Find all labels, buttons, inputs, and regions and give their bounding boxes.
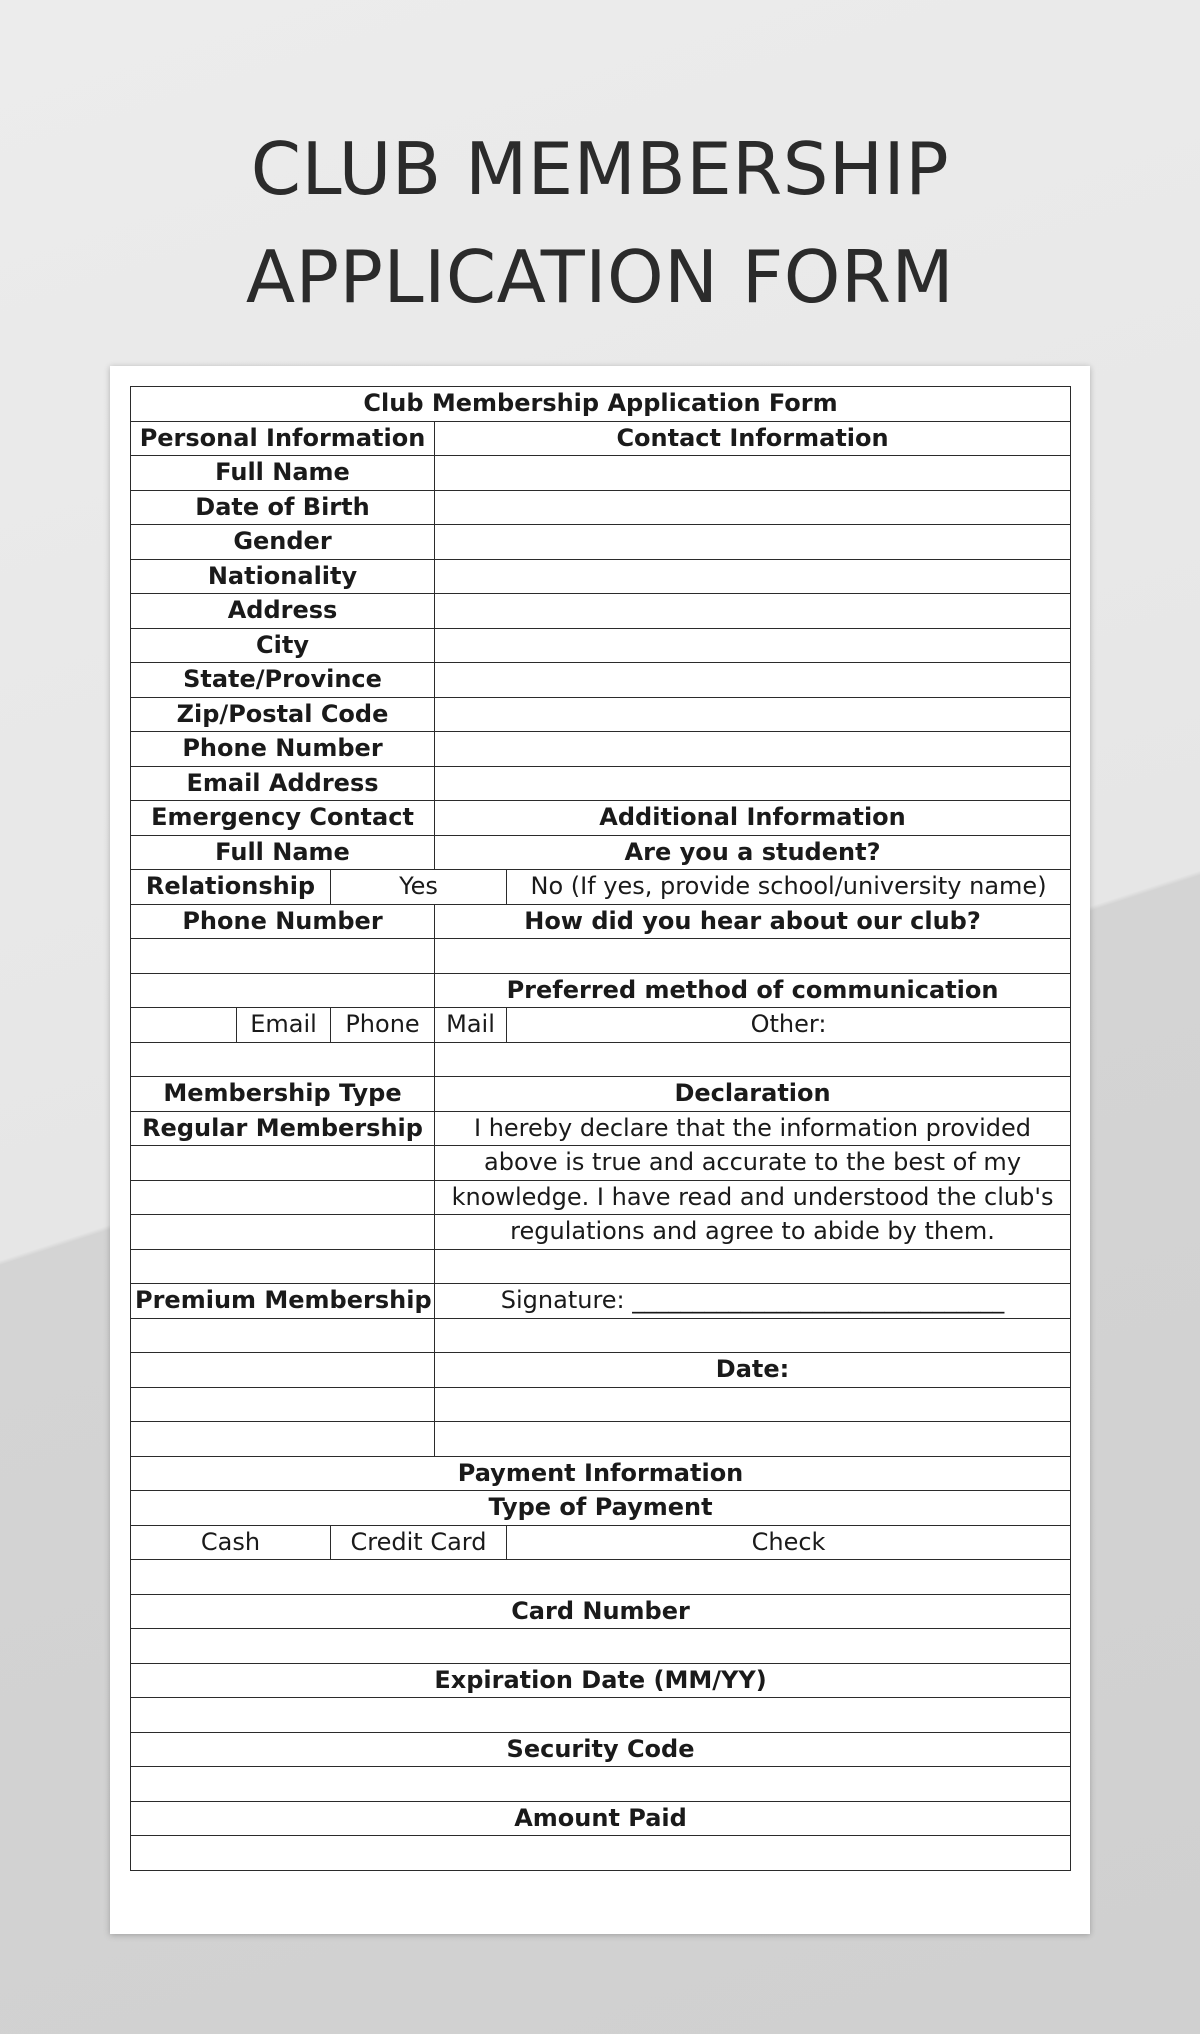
field-row: [131, 697, 1071, 732]
method-blank-cell[interactable]: [131, 1008, 237, 1043]
premium-membership-input-cell[interactable]: [131, 1387, 435, 1422]
field-label-nationality: Nationality: [131, 559, 435, 594]
hear-about-question: How did you hear about our club?: [435, 904, 1071, 939]
declaration-line-1: I hereby declare that the information provided: [435, 1111, 1071, 1146]
field-row: [131, 663, 1071, 698]
field-row: [131, 456, 1071, 491]
declaration-line-4: regulations and agree to abide by them.: [435, 1215, 1071, 1250]
page-title: [0, 115, 1200, 331]
form-title: Club Membership Application Form: [131, 387, 1071, 422]
blank-row: [131, 1387, 1071, 1422]
state-province-input-cell[interactable]: [435, 663, 1071, 698]
membership-type-header: Membership Type: [131, 1077, 435, 1112]
field-label-email-address: Email Address: [131, 766, 435, 801]
field-row: [131, 1215, 1071, 1250]
regular-membership-label: Regular Membership: [131, 1111, 435, 1146]
address-input-cell[interactable]: [435, 594, 1071, 629]
regular-membership-input-cell[interactable]: [131, 1180, 435, 1215]
date-of-birth-input-cell[interactable]: [435, 490, 1071, 525]
gender-input-cell[interactable]: [435, 525, 1071, 560]
amount-paid-input-cell[interactable]: [131, 1836, 1071, 1871]
payment-check-option[interactable]: Check: [507, 1525, 1071, 1560]
blank-row: [131, 1422, 1071, 1457]
blank-row: [131, 1698, 1071, 1733]
email-address-input-cell[interactable]: [435, 766, 1071, 801]
field-label-gender: Gender: [131, 525, 435, 560]
field-row: [131, 766, 1071, 801]
card-number-input-cell[interactable]: [131, 1629, 1071, 1664]
date-input-cell[interactable]: [435, 1387, 1071, 1422]
relationship-label: Relationship: [131, 870, 331, 905]
declaration-header: Declaration: [435, 1077, 1071, 1112]
emergency-phone-input-cell[interactable]: [131, 939, 435, 974]
field-label-state-province: State/Province: [131, 663, 435, 698]
field-row: [131, 1146, 1071, 1181]
city-input-cell[interactable]: [435, 628, 1071, 663]
field-row: [131, 1663, 1071, 1698]
expiration-date-input-cell[interactable]: [131, 1698, 1071, 1733]
field-label-date-of-birth: Date of Birth: [131, 490, 435, 525]
field-label-address: Address: [131, 594, 435, 629]
section-header-row: [131, 421, 1071, 456]
form-sheet: [110, 366, 1090, 1934]
payment-cash-option[interactable]: Cash: [131, 1525, 331, 1560]
zip-postal-code-input-cell[interactable]: [435, 697, 1071, 732]
section-header-row: [131, 1456, 1071, 1491]
field-row: [131, 490, 1071, 525]
student-no-option[interactable]: No (If yes, provide school/university name): [507, 870, 1071, 905]
blank-row: [131, 1249, 1071, 1284]
blank-cell[interactable]: [131, 1422, 435, 1457]
student-question: Are you a student?: [435, 835, 1071, 870]
blank-cell[interactable]: [435, 1422, 1071, 1457]
field-label-zip-postal-code: Zip/Postal Code: [131, 697, 435, 732]
additional-information-header: Additional Information: [435, 801, 1071, 836]
signature-field[interactable]: Signature: _______________________________: [435, 1284, 1071, 1319]
security-code-label: Security Code: [131, 1732, 1071, 1767]
type-of-payment-label: Type of Payment: [131, 1491, 1071, 1526]
field-row: [131, 1284, 1071, 1319]
payment-credit-card-option[interactable]: Credit Card: [331, 1525, 507, 1560]
method-phone-option[interactable]: Phone: [331, 1008, 435, 1043]
field-row: [131, 904, 1071, 939]
declaration-line-3: knowledge. I have read and understood the club's: [435, 1180, 1071, 1215]
blank-row: [131, 1629, 1071, 1664]
blank-cell[interactable]: [435, 1318, 1071, 1353]
field-row: [131, 525, 1071, 560]
security-code-input-cell[interactable]: [131, 1767, 1071, 1802]
emergency-contact-header: Emergency Contact: [131, 801, 435, 836]
emergency-full-name-label: Full Name: [131, 835, 435, 870]
premium-membership-input-cell[interactable]: [131, 1318, 435, 1353]
blank-cell[interactable]: [131, 973, 435, 1008]
method-other-option[interactable]: Other:: [507, 1008, 1071, 1043]
date-label: Date:: [435, 1353, 1071, 1388]
blank-cell[interactable]: [131, 1249, 435, 1284]
payment-information-header: Payment Information: [131, 1456, 1071, 1491]
contact-information-header: Contact Information: [435, 421, 1071, 456]
premium-membership-input-cell[interactable]: [131, 1353, 435, 1388]
emergency-phone-label: Phone Number: [131, 904, 435, 939]
page-title-line-1: CLUB MEMBERSHIP: [250, 127, 950, 211]
card-number-label: Card Number: [131, 1594, 1071, 1629]
blank-cell[interactable]: [435, 1249, 1071, 1284]
field-row: [131, 732, 1071, 767]
field-row: [131, 1111, 1071, 1146]
section-header-row: [131, 1077, 1071, 1112]
field-row: [131, 973, 1071, 1008]
blank-row: [131, 1318, 1071, 1353]
personal-information-header: Personal Information: [131, 421, 435, 456]
blank-cell[interactable]: [435, 1042, 1071, 1077]
regular-membership-input-cell[interactable]: [131, 1146, 435, 1181]
field-row: [131, 870, 1071, 905]
field-row: [131, 559, 1071, 594]
form-title-row: [131, 387, 1071, 422]
expiration-date-label: Expiration Date (MM/YY): [131, 1663, 1071, 1698]
field-label-city: City: [131, 628, 435, 663]
premium-membership-label: Premium Membership: [131, 1284, 435, 1319]
full-name-input-cell[interactable]: [435, 456, 1071, 491]
field-label-phone-number: Phone Number: [131, 732, 435, 767]
blank-row: [131, 1042, 1071, 1077]
field-row: [131, 1801, 1071, 1836]
blank-cell[interactable]: [131, 1560, 1071, 1595]
field-row: [131, 1732, 1071, 1767]
declaration-line-2: above is true and accurate to the best of my: [435, 1146, 1071, 1181]
blank-cell[interactable]: [131, 1042, 435, 1077]
field-row: [131, 1353, 1071, 1388]
nationality-input-cell[interactable]: [435, 559, 1071, 594]
blank-row: [131, 1836, 1071, 1871]
field-row: [131, 1491, 1071, 1526]
field-row: [131, 628, 1071, 663]
section-header-row: [131, 801, 1071, 836]
preferred-method-label: Preferred method of communication: [435, 973, 1071, 1008]
page-title-line-2: APPLICATION FORM: [245, 235, 955, 319]
method-email-option[interactable]: Email: [237, 1008, 331, 1043]
student-yes-option[interactable]: Yes: [331, 870, 507, 905]
application-form-table: [130, 386, 1071, 1871]
method-options-row: [131, 1008, 1071, 1043]
blank-row: [131, 1767, 1071, 1802]
field-row: [131, 1180, 1071, 1215]
field-row: [131, 835, 1071, 870]
amount-paid-label: Amount Paid: [131, 1801, 1071, 1836]
phone-number-input-cell[interactable]: [435, 732, 1071, 767]
field-row: [131, 1594, 1071, 1629]
blank-row: [131, 939, 1071, 974]
hear-about-input-cell[interactable]: [435, 939, 1071, 974]
field-row: [131, 594, 1071, 629]
field-label-full-name: Full Name: [131, 456, 435, 491]
blank-row: [131, 1560, 1071, 1595]
payment-options-row: [131, 1525, 1071, 1560]
regular-membership-input-cell[interactable]: [131, 1215, 435, 1250]
method-mail-option[interactable]: Mail: [435, 1008, 507, 1043]
